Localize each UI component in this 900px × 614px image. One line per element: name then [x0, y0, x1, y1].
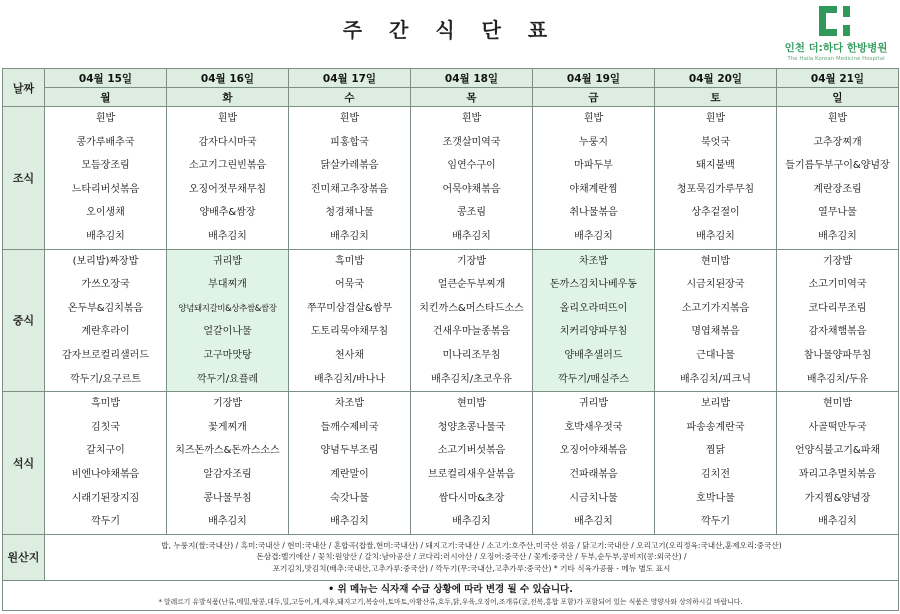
dinner-day-cell — [167, 392, 289, 535]
weekday-header: 화 — [167, 88, 289, 107]
menu-item: 양념두부조림 — [320, 445, 379, 457]
origin-line: 포기김치,맛김치(배추:국내산,고추가루:중국산) / 깍두기(무:국내산,고추가루:중국산) * 기타 식육가공품 - 메뉴 별도 표시 — [272, 563, 671, 573]
dinner-day-cell — [45, 392, 167, 535]
menu-item: 배추김치/초코우유 — [431, 373, 512, 385]
allergy-notice: * 알레르기 유발식품(난류,메밀,땅콩,대두,밀,고등어,게,새우,돼지고기,복숭아,토마토,아황산류,호두,닭,우육,오징어,조개류(굴,전복,홍합 포함)가 포함되어 있는 식품은 영양사와 상의하시길 바랍니다. — [158, 598, 743, 607]
weekday-header: 금 — [533, 88, 655, 107]
menu-item: 콩가루배추국 — [76, 136, 135, 148]
menu-item: 시금치된장국 — [686, 279, 745, 291]
menu-item: 감자채햄볶음 — [808, 326, 867, 338]
menu-item: 어묵야채볶음 — [442, 183, 501, 195]
weekday-header: 일 — [777, 88, 899, 107]
menu-item: 감자다시마국 — [198, 136, 257, 148]
date-header: 04월 17일 — [289, 69, 411, 88]
menu-item: 소고기버섯볶음 — [437, 445, 506, 457]
menu-item: 기장밥 — [457, 255, 486, 267]
menu-item: 치즈돈까스&돈까스소스 — [175, 445, 280, 457]
menu-item: 보리밥 — [701, 398, 730, 410]
menu-item: 시래기된장지짐 — [71, 492, 140, 504]
dinner-day-cell — [411, 392, 533, 535]
menu-item: 쭈꾸미삼겹살&쌈무 — [306, 302, 393, 314]
menu-item: 배추김치/피크닉 — [680, 373, 751, 385]
menu-item: 시금치나물 — [569, 492, 618, 504]
menu-item: 온두부&김치볶음 — [67, 302, 144, 314]
menu-item: 근대나물 — [696, 349, 735, 361]
menu-item: 찜닭 — [705, 445, 726, 457]
menu-item: 흰밥 — [583, 113, 604, 124]
menu-item: 청양초콩나물국 — [437, 421, 506, 433]
menu-item: 차조밥 — [579, 255, 608, 267]
menu-item: 소고기가지볶음 — [681, 302, 750, 314]
breakfast-day-cell — [411, 107, 533, 250]
lunch-day-cell — [655, 249, 777, 392]
menu-item: 계란말이 — [330, 468, 369, 480]
menu-item: 콩조림 — [457, 207, 486, 219]
menu-item: 얼큰순두부찌개 — [437, 279, 506, 291]
menu-item: 도토리묵야채무침 — [310, 326, 389, 338]
menu-item: 참나물양파무침 — [803, 349, 872, 361]
menu-item: 양념돼지갈비&상추쌈&쌈장 — [178, 302, 277, 313]
breakfast-day-cell — [289, 107, 411, 250]
menu-item: 고구마맛탕 — [203, 349, 252, 361]
weekday-header: 목 — [411, 88, 533, 107]
menu-item: 흰밥 — [461, 113, 482, 124]
menu-item: 흰밥 — [95, 113, 116, 124]
lunch-day-cell — [167, 249, 289, 392]
breakfast-day-cell — [45, 107, 167, 250]
menu-item: 비엔나야채볶음 — [71, 468, 140, 480]
weekday-header: 수 — [289, 88, 411, 107]
date-header: 04월 16일 — [167, 69, 289, 88]
menu-item: 건새우마늘종볶음 — [432, 326, 511, 338]
menu-item: 현미밥 — [701, 255, 730, 267]
menu-item: 사골떡만두국 — [808, 421, 867, 433]
menu-item: 브로컬리새우살볶음 — [428, 468, 515, 480]
menu-item: 상추겉절이 — [691, 207, 740, 219]
menu-item: 배추김치 — [208, 516, 247, 528]
menu-item: 북엇국 — [701, 136, 730, 148]
origin-line: 밥, 누룽지(쌀:국내산) / 흑미:국내산 / 현미:국내산 / 혼합곡(찹쌀,현미:국내산) / 돼지고기:국내산 / 소고기:호주산,미국산 섞음 / 닭고기:국내산 / 오리고기(오리정육:국내산,훈제오리:중국산) — [161, 540, 782, 550]
lunch-label: 중식 — [3, 249, 45, 392]
origin-info — [45, 534, 899, 580]
logo-subtitle: The Haila Korean Medicine Hospital — [787, 56, 885, 62]
menu-item: 쌈다시마&초장 — [438, 492, 505, 504]
menu-item: 배추김치 — [330, 230, 369, 242]
date-header: 04월 21일 — [777, 69, 899, 88]
menu-item: 감자브로컬리샐러드 — [62, 349, 149, 361]
menu-item: 들기름두부구이&양념장 — [785, 160, 890, 172]
menu-item: 치킨까스&머스타드소스 — [419, 302, 524, 314]
menu-item: 마파두부 — [574, 160, 613, 172]
menu-item: 콩나물무침 — [203, 492, 252, 504]
origin-label: 원산지 — [3, 534, 45, 580]
menu-item: 배추김치 — [208, 230, 247, 242]
menu-item: 꽃게찌개 — [208, 421, 247, 433]
menu-item: 부대찌개 — [208, 279, 247, 291]
menu-item: 김칫국 — [91, 421, 120, 433]
menu-item: 호박나물 — [696, 492, 735, 504]
menu-item: 취나물볶음 — [569, 207, 618, 219]
menu-item: 배추김치/두유 — [806, 373, 869, 385]
menu-item: 고추장찌개 — [813, 136, 862, 148]
weekday-header: 월 — [45, 88, 167, 107]
menu-item: 건파래볶음 — [569, 468, 618, 480]
lunch-day-cell — [411, 249, 533, 392]
breakfast-label: 조식 — [3, 107, 45, 250]
menu-item: 배추김치 — [818, 230, 857, 242]
menu-item: 열무나물 — [818, 207, 857, 219]
menu-item: 알감자조림 — [203, 468, 252, 480]
lunch-day-cell — [533, 249, 655, 392]
menu-item: 배추김치 — [86, 230, 125, 242]
origin-line: 돈삼겹:벨기에산 / 꽃치:원양산 / 갈치:남아공산 / 코다리:러시아산 / 오징어:중국산 / 꽃게:중국산 / 두부,순두부,콩비지(콩:외국산) / — [256, 552, 687, 562]
change-notice: • 위 메뉴는 식자재 수급 상황에 따라 변경 될 수 있습니다. — [328, 584, 573, 596]
menu-item: 배추김치 — [574, 516, 613, 528]
menu-item: 배추김치 — [452, 516, 491, 528]
date-header: 04월 20일 — [655, 69, 777, 88]
menu-item: 기장밥 — [823, 255, 852, 267]
menu-item: 숙갓나물 — [330, 492, 369, 504]
menu-item: 배추김치 — [330, 516, 369, 528]
menu-item: 명엽채볶음 — [691, 326, 740, 338]
menu-item: 가쓰오장국 — [81, 279, 130, 291]
menu-item: 계란후라이 — [81, 326, 130, 338]
menu-item: 흰밥 — [339, 113, 360, 124]
date-header: 04월 15일 — [45, 69, 167, 88]
menu-item: 양배추샐러드 — [564, 349, 623, 361]
dinner-label: 석식 — [3, 392, 45, 535]
weekly-menu-table — [2, 68, 899, 611]
menu-item: 흰밥 — [827, 113, 848, 124]
weekday-header: 토 — [655, 88, 777, 107]
dinner-day-cell — [289, 392, 411, 535]
dinner-day-cell — [655, 392, 777, 535]
menu-item: 느타리버섯볶음 — [71, 183, 140, 195]
menu-item: 오징어야채볶음 — [559, 445, 628, 457]
menu-item: 깍두기/매실주스 — [558, 373, 629, 385]
menu-item: 귀리밥 — [579, 398, 608, 410]
menu-item: 누룽지 — [579, 136, 608, 148]
menu-item: 현미밥 — [457, 398, 486, 410]
menu-item: 돼지불백 — [696, 160, 735, 172]
menu-item: 언양식불고기&파채 — [794, 445, 881, 457]
menu-item: 호박새우젓국 — [564, 421, 623, 433]
hospital-logo — [775, 4, 897, 66]
menu-item: 닭살카레볶음 — [320, 160, 379, 172]
dinner-day-cell — [777, 392, 899, 535]
menu-item: 조갯살미역국 — [442, 136, 501, 148]
menu-item: 진미채고추장볶음 — [310, 183, 389, 195]
menu-item: 양배추&쌈장 — [199, 207, 256, 219]
dinner-day-cell — [533, 392, 655, 535]
menu-item: 임연수구이 — [447, 160, 496, 172]
menu-item: 귀리밥 — [213, 255, 242, 267]
menu-item: 배추김치 — [818, 516, 857, 528]
menu-item: 얼갈이나물 — [203, 326, 252, 338]
menu-item: 흑미밥 — [91, 398, 120, 410]
menu-item: 파송송계란국 — [686, 421, 745, 433]
menu-item: 계란장조림 — [813, 183, 862, 195]
logo-mark-icon — [819, 6, 853, 36]
menu-item: 흰밥 — [705, 113, 726, 124]
notice-box — [3, 580, 899, 610]
menu-item: 갈치구이 — [86, 445, 125, 457]
menu-item: 천사채 — [335, 349, 364, 361]
menu-item: 배추김치/바나나 — [314, 373, 385, 385]
menu-item: 배추김치 — [696, 230, 735, 242]
menu-item: 모듬장조림 — [81, 160, 130, 172]
menu-item: 들깨수제비국 — [320, 421, 379, 433]
breakfast-day-cell — [167, 107, 289, 250]
menu-item: 깍두기 — [91, 516, 120, 528]
menu-item: 현미밥 — [823, 398, 852, 410]
menu-item: 소고기그린빈볶음 — [188, 160, 267, 172]
date-header: 04월 19일 — [533, 69, 655, 88]
menu-item: 코다리무조림 — [808, 302, 867, 314]
menu-item: 올리오라떠뜨이 — [559, 302, 628, 314]
menu-item: 배추김치 — [574, 230, 613, 242]
menu-item: 꽈리고추멸치볶음 — [798, 468, 877, 480]
lunch-day-cell — [777, 249, 899, 392]
menu-item: (보리밥)짜장밥 — [72, 255, 139, 267]
breakfast-day-cell — [533, 107, 655, 250]
menu-item: 오이생채 — [86, 207, 125, 219]
menu-item: 미나리조무침 — [442, 349, 501, 361]
page-title: 주 간 식 단 표 — [342, 18, 558, 42]
menu-item: 흑미밥 — [335, 255, 364, 267]
breakfast-day-cell — [777, 107, 899, 250]
menu-item: 돈까스김치나베우동 — [550, 279, 637, 291]
date-header: 04월 18일 — [411, 69, 533, 88]
menu-item: 소고기미역국 — [808, 279, 867, 291]
menu-item: 기장밥 — [213, 398, 242, 410]
menu-item: 청포묵김가루무침 — [676, 183, 755, 195]
menu-item: 가지찜&양념장 — [804, 492, 871, 504]
menu-item: 치커리양파무침 — [559, 326, 628, 338]
date-label: 날짜 — [3, 69, 45, 107]
lunch-day-cell — [289, 249, 411, 392]
breakfast-day-cell — [655, 107, 777, 250]
logo-name: 인천 더:하다 한방병원 — [784, 42, 888, 54]
menu-item: 깍두기/요구르트 — [70, 373, 141, 385]
menu-item: 야채계란찜 — [569, 183, 618, 195]
menu-item: 오징어젓무채무침 — [188, 183, 267, 195]
menu-item: 피홍합국 — [330, 136, 369, 148]
menu-item: 청경채나물 — [325, 207, 374, 219]
menu-item: 배추김치 — [452, 230, 491, 242]
menu-item: 차조밥 — [335, 398, 364, 410]
menu-item: 김치전 — [701, 468, 730, 480]
menu-item: 흰밥 — [217, 113, 238, 124]
menu-item: 깍두기 — [701, 516, 730, 528]
menu-item: 어묵국 — [335, 279, 364, 291]
menu-item: 깍두기/요플레 — [196, 373, 259, 385]
lunch-day-cell — [45, 249, 167, 392]
